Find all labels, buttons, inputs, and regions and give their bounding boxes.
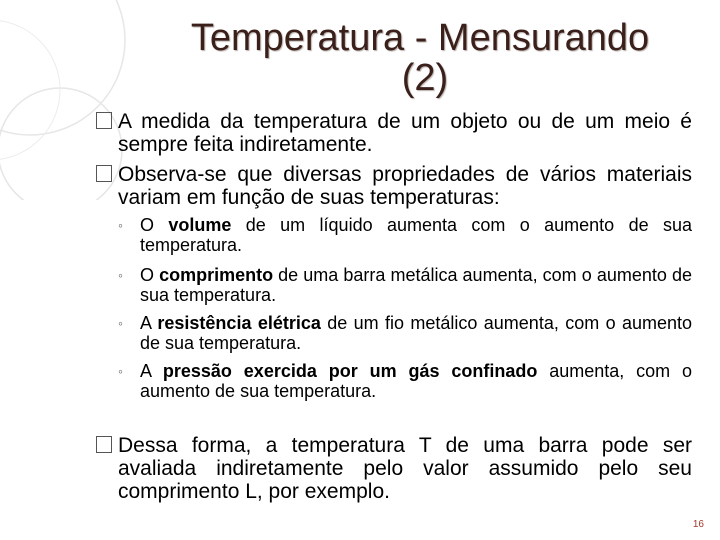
sub-bullet-2-pre: O: [140, 265, 160, 285]
bullet-box-icon: [96, 165, 112, 182]
bullet-1-text: A medida da temperatura de um objeto ou de um meio é sempre feita indiretamente.: [118, 110, 692, 156]
sub-bullet-2: [118, 265, 692, 305]
bullet-3: [96, 434, 692, 503]
sub-bullet-marker-icon: ◦: [118, 363, 123, 379]
sub-bullet-3-post: de um fio metálico aumenta, com o aumento de sua temperatura.: [140, 313, 693, 353]
title-line-1: Temperatura - Mensurando: [190, 17, 650, 59]
sub-bullet-3-pre: A: [140, 313, 158, 333]
sub-bullet-4-pre: A: [140, 361, 163, 381]
slide-title: [120, 18, 720, 98]
sub-bullet-marker-icon: ◦: [118, 315, 123, 331]
sub-bullet-4-bold: pressão exercida por um gás confinado: [162, 361, 538, 381]
sub-bullet-4: [118, 361, 692, 401]
bullet-2: [96, 163, 692, 209]
sub-bullet-1-pre: O: [140, 215, 169, 235]
bullet-1: [96, 110, 692, 156]
sub-bullet-4-post: aumenta, com o aumento de sua temperatura.: [140, 361, 692, 401]
sub-bullet-marker-icon: ◦: [118, 267, 123, 283]
sub-bullet-1: [118, 215, 692, 255]
sub-bullet-marker-icon: ◦: [118, 217, 123, 233]
sub-bullet-1-bold: volume: [168, 215, 232, 235]
title-line-2: (2): [401, 57, 449, 99]
sub-bullet-3-bold: resistência elétrica: [157, 313, 321, 333]
sub-bullet-2-post: de uma barra metálica aumenta, com o aumento de sua temperatura.: [140, 265, 692, 305]
page-number: 16: [692, 519, 704, 530]
sub-bullet-3: [118, 313, 692, 353]
sub-bullet-1-post: de um líquido aumenta com o aumento de sua temperatura.: [140, 215, 692, 255]
bullet-box-icon: [96, 436, 112, 453]
bullet-3-text: Dessa forma, a temperatura T de uma barra pode ser avaliada indiretamente pelo valor assumido pelo seu comprimento L, por exemplo.: [118, 434, 692, 503]
bullet-box-icon: [96, 112, 112, 129]
bullet-2-text: Observa-se que diversas propriedades de vários materiais variam em função de suas temperaturas:: [118, 163, 692, 209]
sub-bullet-2-bold: comprimento: [159, 265, 274, 285]
